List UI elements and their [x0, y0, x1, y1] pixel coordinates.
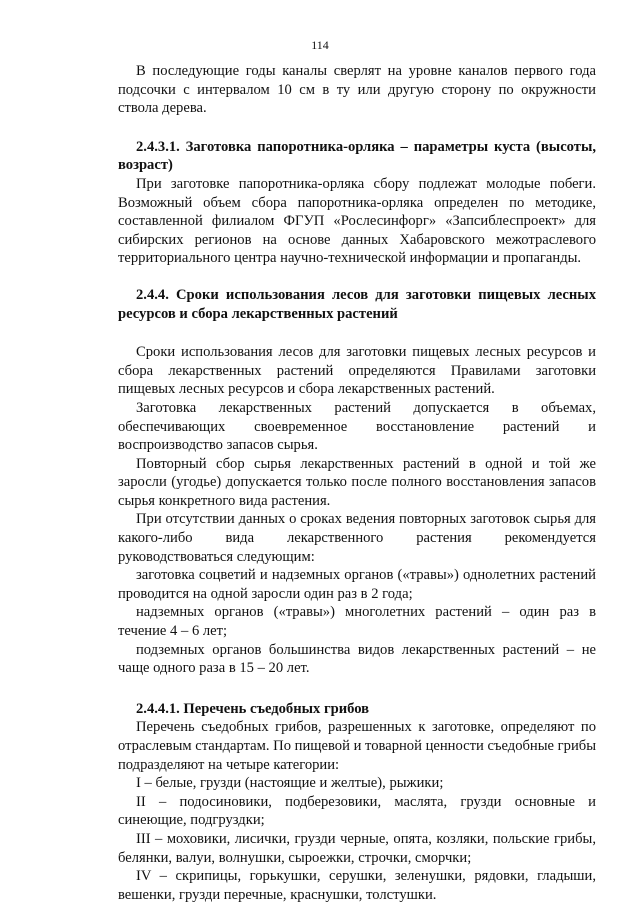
paragraph: При заготовке папоротника-орляка сбору подлежат молодые побеги. Возможный объем сбора папоротника-орляка определен по методике, составленной филиалом ФГУП «Рослесинфорг» «Запсиблеспроект» для сибирских регионов на основе данных Хабаровского межотраслевого территориального центра научно-технической информации и пропаганды. — [118, 175, 596, 267]
list-item: подземных органов большинства видов лекарственных растений – не чаще одного раза в 15 – 20 лет. — [118, 641, 596, 677]
list-item: надземных органов («травы») многолетних растений – один раз в течение 4 – 6 лет; — [118, 604, 596, 640]
list-item: заготовка соцветий и надземных органов («травы») однолетних растений проводится на одной заросли один раз в 2 года; — [118, 567, 596, 602]
page-content — [118, 62, 596, 904]
list-item: II – подосиновики, подберезовики, маслята, грузди основные и синеющие, подгруздки; — [118, 793, 596, 829]
section-heading: 2.4.4.1. Перечень съедобных грибов — [136, 700, 370, 717]
paragraph: В последующие годы каналы сверлят на уровне каналов первого года подсочки с интервалом 10 см в ту или другую сторону по окружности ствола дерева. — [118, 63, 596, 117]
paragraph: Перечень съедобных грибов, разрешенных к заготовке, определяют по отраслевым стандартам. По пищевой и товарной ценности съедобные грибы подразделяют на четыре категории: — [118, 719, 596, 773]
list-item: III – моховики, лисички, грузди черные, опята, козляки, польские грибы, белянки, валуи, волнушки, сыроежки, строчки, сморчки; — [118, 830, 596, 866]
paragraph: Заготовка лекарственных растений допускается в объемах, обеспечивающих своевременное восстановление растений и воспроизводство запасов сырья. — [118, 399, 596, 454]
list-item: IV – скрипицы, горькушки, серушки, зеленушки, рядовки, гладыши, вешенки, грузди перечные, краснушки, толстушки. — [118, 868, 596, 903]
paragraph: Повторный сбор сырья лекарственных растений в одной и той же заросли (угодье) допускается только после полного восстановления запасов сырья конкретного вида растения. — [118, 455, 596, 509]
section-heading: 2.4.4. Сроки использования лесов для заготовки пищевых лесных ресурсов и сбора лекарственных растений — [118, 286, 596, 322]
section-heading: 2.4.3.1. Заготовка папоротника-орляка – параметры куста (высоты, возраст) — [118, 138, 596, 174]
paragraph: При отсутствии данных о сроках ведения повторных заготовок сырья для какого-либо вида лекарственного растения рекомендуется руководствоваться следующим: — [118, 511, 596, 565]
paragraph: Сроки использования лесов для заготовки пищевых лесных ресурсов и сбора лекарственных растений определяются Правилами заготовки пищевых лесных ресурсов и сбора лекарственных растений. — [118, 344, 596, 398]
list-item: I – белые, грузди (настоящие и желтые), рыжики; — [136, 775, 444, 792]
page-number: 114 — [311, 38, 329, 52]
